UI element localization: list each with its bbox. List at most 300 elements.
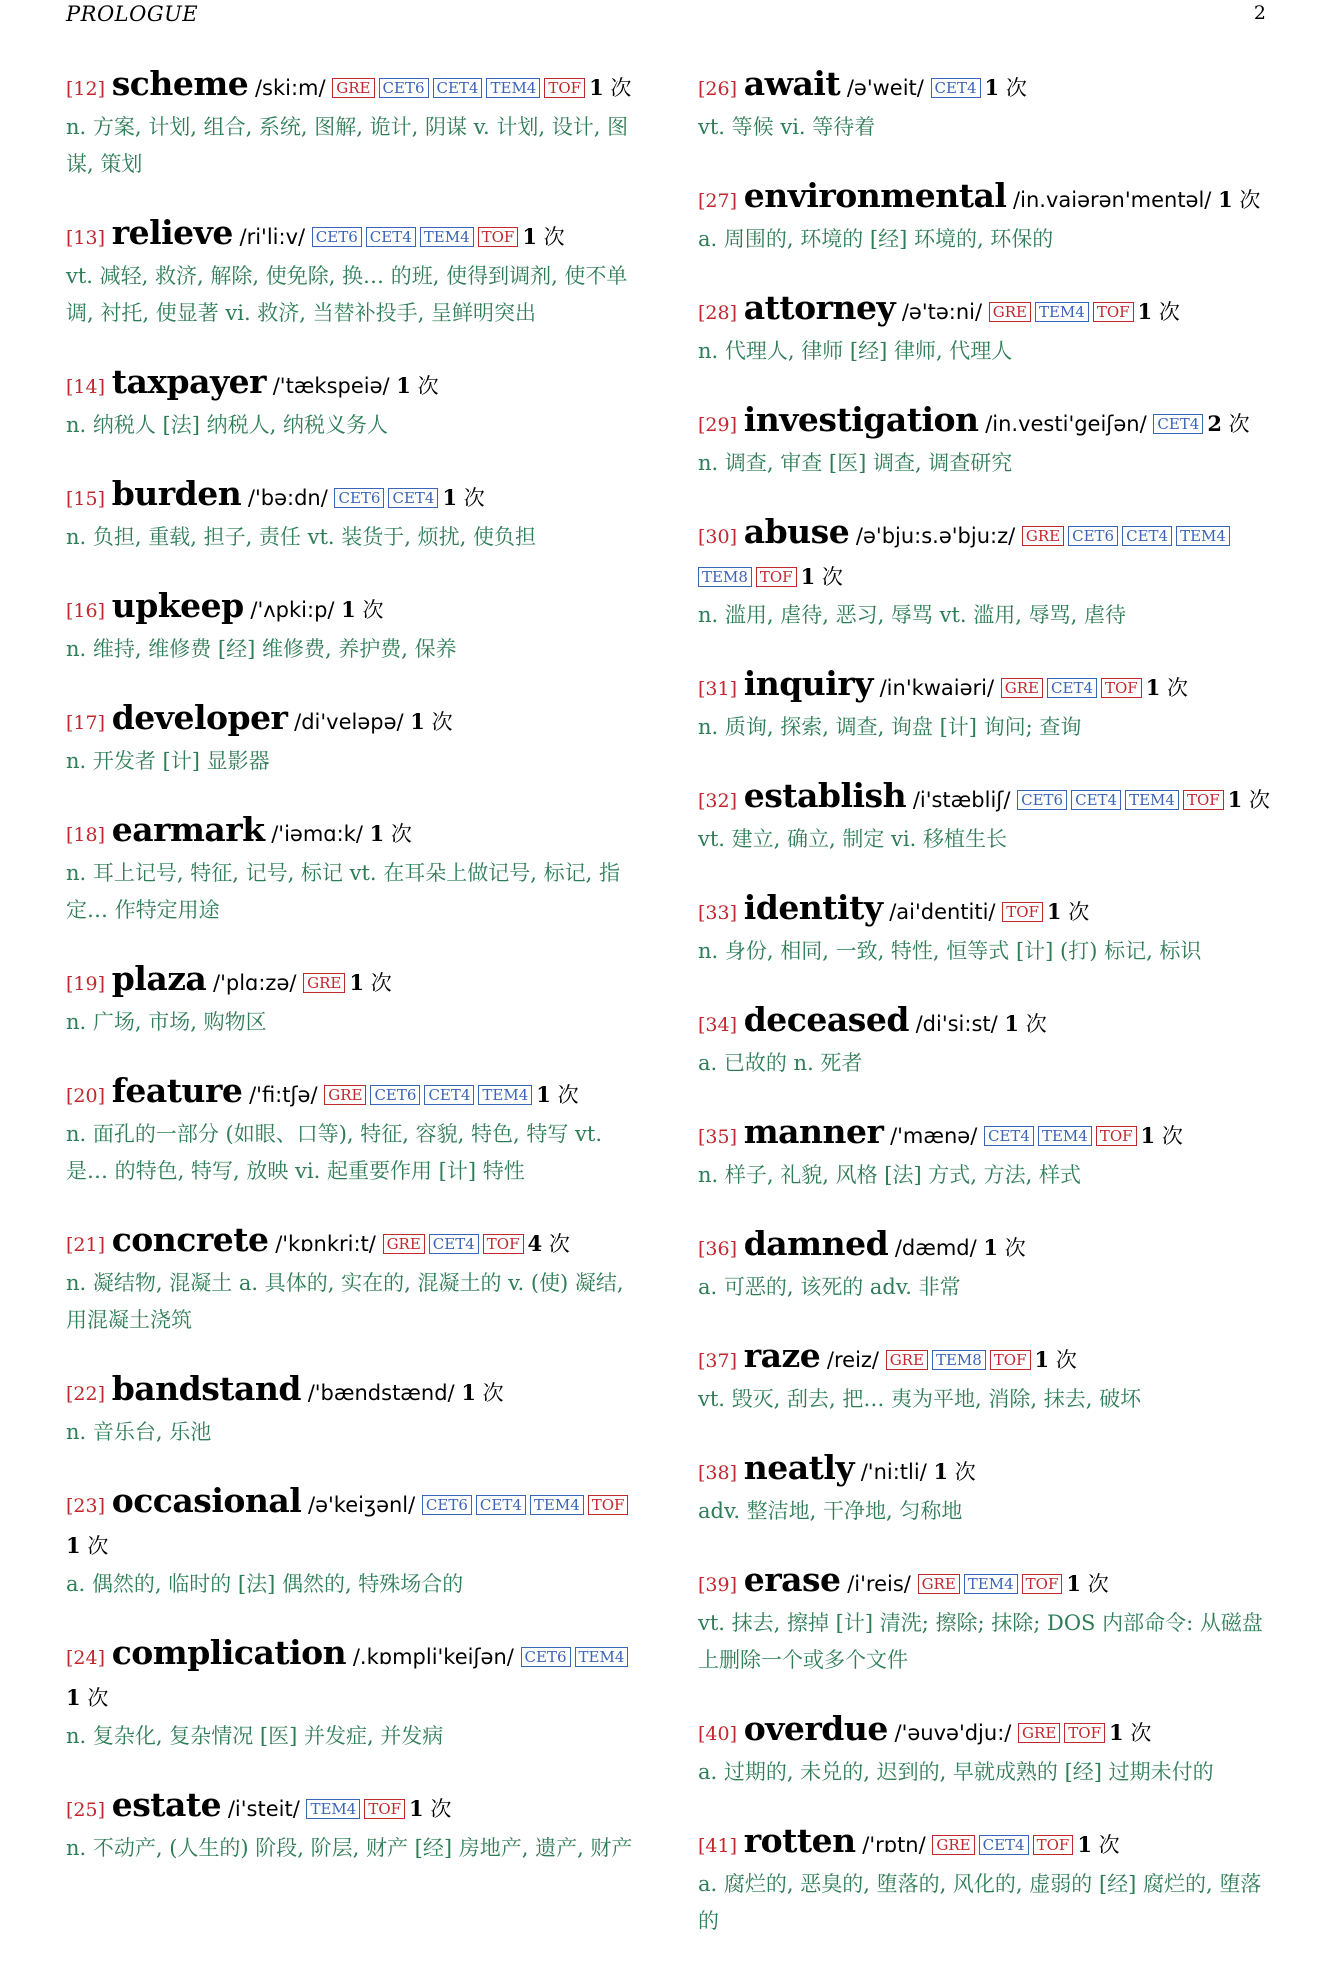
entry-number: [38] [698, 1462, 738, 1484]
vocab-entry [66, 810, 638, 929]
exam-tag-badge: TOF [1033, 1835, 1074, 1855]
definition: n. 维持, 维修费 [经] 维修费, 养护费, 保养 [66, 637, 457, 661]
entry-headline [66, 586, 638, 631]
entry-headline [698, 1224, 1278, 1269]
occurrence-unit: 次 [1025, 1012, 1047, 1036]
exam-tag-badge: TOF [1183, 790, 1224, 810]
occurrence-count: 1 [1140, 1123, 1156, 1148]
pronunciation: /ri'li:v/ [239, 225, 306, 249]
exam-tag-badge: CET4 [1071, 790, 1121, 810]
pronunciation: /'əuvə'dju:/ [894, 1721, 1012, 1745]
occurrence-unit: 次 [1158, 300, 1180, 324]
occurrence-unit: 次 [954, 1460, 976, 1484]
vocab-entry [698, 776, 1278, 858]
occurrence-unit: 次 [1161, 1124, 1183, 1148]
entry-number: [19] [66, 973, 106, 995]
definition: vt. 减轻, 救济, 解除, 使免除, 换… 的班, 使得到调剂, 使不单调, 衬托, 使显著 vi. 救济, 当替补投手, 呈鲜明突出 [66, 264, 628, 325]
headword: inquiry [743, 664, 873, 703]
headword: bandstand [111, 1369, 301, 1408]
exam-tag-badge: TEM8 [932, 1350, 986, 1370]
occurrence-unit: 次 [610, 76, 632, 100]
exam-tag-badge: TOF [990, 1350, 1031, 1370]
pronunciation: /i'reis/ [847, 1572, 911, 1596]
pronunciation: /in.vaiərən'mentəl/ [1013, 188, 1212, 212]
definition: a. 腐烂的, 恶臭的, 堕落的, 风化的, 虚弱的 [经] 腐烂的, 堕落的 [698, 1872, 1262, 1933]
headword: earmark [111, 810, 265, 849]
headword: abuse [743, 512, 850, 551]
headword: neatly [743, 1448, 855, 1487]
occurrence-unit: 次 [1068, 900, 1090, 924]
exam-tag-badge: TEM4 [486, 78, 540, 98]
entry-number: [32] [698, 790, 738, 812]
headword: plaza [111, 959, 207, 998]
exam-tag-badge: TOF [478, 227, 519, 247]
entry-headline [698, 1821, 1278, 1866]
definition: a. 可恶的, 该死的 adv. 非常 [698, 1275, 961, 1299]
entry-headline [698, 664, 1278, 709]
definition: n. 质询, 探索, 调查, 询盘 [计] 询问; 查询 [698, 715, 1082, 739]
exam-tag-badge: TOF [1101, 678, 1142, 698]
vocab-entry [698, 1448, 1278, 1530]
occurrence-count: 1 [410, 709, 425, 734]
definition: n. 复杂化, 复杂情况 [医] 并发症, 并发病 [66, 1724, 444, 1748]
occurrence-unit: 次 [430, 1797, 452, 1821]
exam-tag-badge: CET6 [370, 1085, 420, 1105]
occurrence-unit: 次 [1055, 1348, 1077, 1372]
entry-number: [25] [66, 1799, 106, 1821]
pronunciation: /'bə:dn/ [247, 486, 328, 510]
headword: deceased [743, 1000, 909, 1039]
exam-tag-badge: TEM4 [964, 1574, 1018, 1594]
occurrence-count: 1 [66, 1685, 81, 1710]
occurrence-count: 1 [1218, 187, 1233, 212]
exam-tag-badge: GRE [989, 302, 1031, 322]
definition: n. 方案, 计划, 组合, 系统, 图解, 诡计, 阴谋 v. 计划, 设计, 图谋, 策划 [66, 115, 629, 176]
occurrence-count: 1 [984, 75, 1000, 100]
definition: adv. 整洁地, 干净地, 匀称地 [698, 1499, 963, 1523]
entry-headline [66, 474, 638, 519]
occurrence-count: 1 [461, 1380, 476, 1405]
definition: a. 已故的 n. 死者 [698, 1051, 863, 1075]
definition: n. 面孔的一部分 (如眼、口等), 特征, 容貌, 特色, 特写 vt. 是… 的特色, 特写, 放映 vi. 起重要作用 [计] 特性 [66, 1122, 602, 1183]
vocab-entry [698, 1560, 1278, 1679]
entry-number: [13] [66, 227, 106, 249]
vocab-entry [66, 64, 638, 183]
exam-tag-badge: TEM4 [1038, 1126, 1092, 1146]
entry-headline [66, 1633, 638, 1718]
entry-headline [698, 64, 1278, 109]
occurrence-count: 1 [66, 1533, 81, 1558]
entry-number: [22] [66, 1383, 106, 1405]
entry-number: [18] [66, 824, 106, 846]
exam-tag-badge: TEM4 [1125, 790, 1179, 810]
vocab-entry [66, 362, 638, 444]
occurrence-unit: 次 [482, 1381, 504, 1405]
exam-tag-badge: TEM4 [478, 1085, 532, 1105]
headword: feature [111, 1071, 243, 1110]
definition: n. 滥用, 虐待, 恶习, 辱骂 vt. 滥用, 辱骂, 虐待 [698, 603, 1126, 627]
pronunciation: /reiz/ [826, 1348, 880, 1372]
entry-headline [66, 1481, 638, 1566]
vocab-entry [66, 1481, 638, 1603]
exam-tag-badge: CET6 [422, 1495, 472, 1515]
exam-tag-badge: CET6 [379, 78, 429, 98]
vocab-entry [66, 1369, 638, 1451]
headword: rotten [743, 1821, 856, 1860]
exam-tag-badge: CET4 [429, 1234, 479, 1254]
exam-tag-badge: TEM4 [306, 1799, 360, 1819]
right-column [698, 64, 1278, 1970]
vocab-entry [698, 1224, 1278, 1306]
exam-tag-badge: TOF [756, 567, 797, 587]
entry-headline [698, 400, 1278, 445]
entry-headline [66, 362, 638, 407]
exam-tag-badge: TOF [588, 1495, 629, 1515]
occurrence-count: 1 [589, 75, 604, 100]
exam-tag-badge: GRE [1022, 526, 1064, 546]
pronunciation: /dæmd/ [894, 1236, 977, 1260]
pronunciation: /ski:m/ [254, 76, 326, 100]
occurrence-unit: 次 [557, 1083, 579, 1107]
occurrence-unit: 次 [370, 971, 392, 995]
entry-headline [698, 288, 1278, 333]
pronunciation: /ə'tə:ni/ [901, 300, 983, 324]
occurrence-count: 1 [409, 1796, 424, 1821]
headword: investigation [743, 400, 979, 439]
entry-number: [35] [698, 1126, 738, 1148]
headword: establish [743, 776, 907, 815]
exam-tag-badge: TEM4 [530, 1495, 584, 1515]
headword: damned [743, 1224, 889, 1263]
exam-tag-badge: CET4 [984, 1126, 1034, 1146]
entry-headline [698, 1560, 1278, 1605]
occurrence-count: 1 [983, 1235, 999, 1260]
occurrence-count: 1 [1077, 1832, 1092, 1857]
pronunciation: /.kɒmpli'keiʃən/ [352, 1645, 514, 1669]
entry-number: [20] [66, 1085, 106, 1107]
entry-headline [698, 1336, 1278, 1381]
vocab-entry [698, 512, 1278, 634]
definition: n. 身份, 相同, 一致, 特性, 恒等式 [计] (打) 标记, 标识 [698, 939, 1202, 963]
entry-number: [40] [698, 1723, 738, 1745]
occurrence-count: 1 [369, 821, 385, 846]
entry-number: [15] [66, 488, 106, 510]
exam-tag-badge: CET4 [1153, 414, 1203, 434]
definition: a. 过期的, 未兑的, 迟到的, 早就成熟的 [经] 过期未付的 [698, 1760, 1214, 1784]
vocab-entry [66, 698, 638, 780]
pronunciation: /'fi:tʃə/ [249, 1083, 318, 1107]
entry-number: [37] [698, 1350, 738, 1372]
pronunciation: /'rɒtn/ [862, 1833, 926, 1857]
entry-headline [66, 698, 638, 743]
entry-number: [36] [698, 1238, 738, 1260]
occurrence-unit: 次 [1167, 676, 1189, 700]
exam-tag-badge: CET6 [334, 488, 384, 508]
occurrence-unit: 次 [543, 225, 565, 249]
definition: n. 广场, 市场, 购物区 [66, 1010, 267, 1034]
entry-headline [698, 1000, 1278, 1045]
occurrence-unit: 次 [390, 822, 412, 846]
headword: await [743, 64, 841, 103]
exam-tag-badge: TOF [1064, 1723, 1105, 1743]
exam-tag-badge: CET4 [1047, 678, 1097, 698]
entry-number: [29] [698, 414, 738, 436]
entry-headline [698, 1709, 1278, 1754]
entry-number: [30] [698, 526, 738, 548]
occurrence-count: 1 [933, 1459, 949, 1484]
exam-tag-badge: CET4 [366, 227, 416, 247]
entry-number: [23] [66, 1495, 106, 1517]
entry-number: [39] [698, 1574, 738, 1596]
exam-tag-badge: CET4 [476, 1495, 526, 1515]
occurrence-count: 2 [1207, 411, 1222, 436]
vocab-entry [66, 586, 638, 668]
pronunciation: /i'steit/ [227, 1797, 300, 1821]
occurrence-unit: 次 [362, 598, 384, 622]
definition: a. 周围的, 环境的 [经] 环境的, 环保的 [698, 227, 1054, 251]
occurrence-count: 1 [522, 224, 537, 249]
exam-tag-badge: CET4 [1122, 526, 1172, 546]
exam-tag-badge: GRE [1001, 678, 1043, 698]
entry-number: [24] [66, 1647, 106, 1669]
definition: n. 耳上记号, 特征, 记号, 标记 vt. 在耳朵上做记号, 标记, 指定… 作特定用途 [66, 861, 620, 922]
entry-headline [698, 888, 1278, 933]
entry-headline [66, 1369, 638, 1414]
exam-tag-badge: GRE [303, 973, 345, 993]
entry-headline [698, 176, 1278, 221]
definition: a. 偶然的, 临时的 [法] 偶然的, 特殊场合的 [66, 1572, 464, 1596]
headword: scheme [111, 64, 249, 103]
occurrence-unit: 次 [463, 486, 485, 510]
entry-headline [66, 1220, 638, 1265]
entry-headline [66, 1785, 638, 1830]
headword: manner [743, 1112, 884, 1151]
occurrence-count: 4 [527, 1231, 543, 1256]
occurrence-unit: 次 [1248, 788, 1270, 812]
pronunciation: /'bændstænd/ [307, 1381, 455, 1405]
entry-number: [33] [698, 902, 738, 924]
exam-tag-badge: TOF [1093, 302, 1134, 322]
definition: n. 样子, 礼貌, 风格 [法] 方式, 方法, 样式 [698, 1163, 1082, 1187]
occurrence-unit: 次 [431, 710, 453, 734]
exam-tag-badge: CET4 [424, 1085, 474, 1105]
occurrence-unit: 次 [821, 565, 843, 589]
entry-number: [28] [698, 302, 738, 324]
pronunciation: /ai'dentiti/ [889, 900, 996, 924]
definition: n. 音乐台, 乐池 [66, 1420, 212, 1444]
vocab-entry [66, 1633, 638, 1755]
occurrence-unit: 次 [1004, 1236, 1026, 1260]
vocab-entry [66, 1071, 638, 1190]
exam-tag-badge: CET6 [521, 1647, 571, 1667]
occurrence-unit: 次 [1130, 1721, 1152, 1745]
vocab-entry [66, 213, 638, 332]
exam-tag-badge: TEM4 [1035, 302, 1089, 322]
entry-number: [21] [66, 1234, 106, 1256]
exam-tag-badge: TOF [483, 1234, 524, 1254]
vocab-entry [698, 176, 1278, 258]
entry-headline [698, 512, 1278, 597]
exam-tag-badge: TEM4 [420, 227, 474, 247]
exam-tag-badge: CET6 [1068, 526, 1118, 546]
occurrence-unit: 次 [1098, 1833, 1120, 1857]
headword: environmental [743, 176, 1007, 215]
entry-headline [66, 213, 638, 258]
entry-number: [12] [66, 78, 106, 100]
entry-headline [66, 810, 638, 855]
definition: n. 凝结物, 混凝土 a. 具体的, 实在的, 混凝土的 v. (使) 凝结, 用混凝土浇筑 [66, 1271, 624, 1332]
exam-tag-badge: GRE [383, 1234, 425, 1254]
definition: n. 代理人, 律师 [经] 律师, 代理人 [698, 339, 1013, 363]
pronunciation: /ə'weit/ [846, 76, 924, 100]
occurrence-unit: 次 [548, 1232, 570, 1256]
exam-tag-badge: CET4 [979, 1835, 1029, 1855]
entry-headline [698, 1112, 1278, 1157]
occurrence-count: 1 [1004, 1011, 1020, 1036]
headword: attorney [743, 288, 896, 327]
definition: n. 开发者 [计] 显影器 [66, 749, 270, 773]
vocab-entry [698, 1336, 1278, 1418]
pronunciation: /'kɒnkri:t/ [275, 1232, 376, 1256]
page-number: 2 [1253, 2, 1266, 24]
entry-number: [41] [698, 1835, 738, 1857]
definition: vt. 建立, 确立, 制定 vi. 移植生长 [698, 827, 1007, 851]
pronunciation: /ə'bju:s.ə'bju:z/ [855, 524, 1016, 548]
occurrence-count: 1 [536, 1082, 551, 1107]
occurrence-count: 1 [1046, 899, 1062, 924]
occurrence-unit: 次 [1005, 76, 1027, 100]
pronunciation: /'mænə/ [890, 1124, 978, 1148]
entry-headline [66, 64, 638, 109]
pronunciation: /'iəmɑ:k/ [271, 822, 363, 846]
occurrence-unit: 次 [1239, 188, 1261, 212]
exam-tag-badge: GRE [918, 1574, 960, 1594]
vocab-entry [698, 1709, 1278, 1791]
pronunciation: /'ni:tli/ [860, 1460, 927, 1484]
pronunciation: /'plɑ:zə/ [213, 971, 297, 995]
exam-tag-badge: CET6 [1017, 790, 1067, 810]
headword: raze [743, 1336, 821, 1375]
vocab-entry [698, 664, 1278, 746]
occurrence-count: 1 [1109, 1720, 1124, 1745]
entry-headline [66, 959, 638, 1004]
entry-headline [698, 776, 1278, 821]
exam-tag-badge: GRE [332, 78, 374, 98]
exam-tag-badge: TOF [1022, 1574, 1063, 1594]
entry-number: [16] [66, 600, 106, 622]
vocab-entry [698, 1821, 1278, 1940]
vocab-entry [698, 400, 1278, 482]
pronunciation: /di'veləpə/ [294, 710, 404, 734]
definition: vt. 抹去, 擦掉 [计] 清洗; 擦除; 抹除; DOS 内部命令: 从磁盘上删除一个或多个文件 [698, 1611, 1263, 1672]
pronunciation: /ə'keiʒənl/ [308, 1493, 416, 1517]
headword: burden [111, 474, 242, 513]
pronunciation: /i'stæbliʃ/ [912, 788, 1011, 812]
definition: vt. 毁灭, 刮去, 把… 夷为平地, 消除, 抹去, 破坏 [698, 1387, 1142, 1411]
occurrence-count: 1 [349, 970, 364, 995]
entry-number: [26] [698, 78, 738, 100]
headword: identity [743, 888, 883, 927]
pronunciation: /in.vesti'geiʃən/ [985, 412, 1147, 436]
occurrence-count: 1 [1034, 1347, 1050, 1372]
headword: overdue [743, 1709, 888, 1748]
headword: concrete [111, 1220, 269, 1259]
entry-number: [17] [66, 712, 106, 734]
exam-tag-badge: CET4 [388, 488, 438, 508]
exam-tag-badge: CET6 [312, 227, 362, 247]
occurrence-count: 1 [800, 564, 816, 589]
exam-tag-badge: TEM4 [575, 1647, 629, 1667]
exam-tag-badge: TEM8 [698, 567, 752, 587]
entry-headline [66, 1071, 638, 1116]
vocab-entry [66, 959, 638, 1041]
headword: relieve [111, 213, 233, 252]
entry-number: [31] [698, 678, 738, 700]
headword: taxpayer [111, 362, 267, 401]
definition: n. 不动产, (人生的) 阶段, 阶层, 财产 [经] 房地产, 遗产, 财产 [66, 1836, 633, 1860]
left-column [66, 64, 638, 1897]
vocab-entry [698, 1000, 1278, 1082]
occurrence-count: 1 [1227, 787, 1243, 812]
occurrence-count: 1 [1145, 675, 1161, 700]
exam-tag-badge: TEM4 [1176, 526, 1230, 546]
definition: vt. 等候 vi. 等待着 [698, 115, 876, 139]
running-header: PROLOGUE [66, 2, 199, 26]
exam-tag-badge: TOF [1002, 902, 1043, 922]
vocab-entry [698, 288, 1278, 370]
occurrence-count: 1 [1066, 1571, 1081, 1596]
headword: occasional [111, 1481, 302, 1520]
headword: developer [111, 698, 288, 737]
definition: n. 调查, 审查 [医] 调查, 调查研究 [698, 451, 1013, 475]
entry-number: [14] [66, 376, 106, 398]
occurrence-count: 1 [396, 373, 411, 398]
exam-tag-badge: TOF [1096, 1126, 1137, 1146]
vocab-entry [698, 1112, 1278, 1194]
occurrence-unit: 次 [87, 1534, 109, 1558]
entry-number: [27] [698, 190, 738, 212]
vocab-entry [698, 64, 1278, 146]
exam-tag-badge: TOF [364, 1799, 405, 1819]
occurrence-count: 1 [1137, 299, 1153, 324]
exam-tag-badge: GRE [886, 1350, 928, 1370]
headword: erase [743, 1560, 841, 1599]
pronunciation: /in'kwaiəri/ [879, 676, 995, 700]
entry-number: [34] [698, 1014, 738, 1036]
headword: complication [111, 1633, 347, 1672]
pronunciation: /'ʌpki:p/ [250, 598, 335, 622]
vocab-entry [698, 888, 1278, 970]
vocab-entry [66, 474, 638, 556]
entry-headline [698, 1448, 1278, 1493]
occurrence-unit: 次 [1087, 1572, 1109, 1596]
pronunciation: /'tækspeiə/ [272, 374, 390, 398]
vocab-entry [66, 1220, 638, 1339]
exam-tag-badge: CET4 [433, 78, 483, 98]
exam-tag-badge: GRE [932, 1835, 974, 1855]
vocab-entry [66, 1785, 638, 1867]
occurrence-unit: 次 [417, 374, 439, 398]
exam-tag-badge: TOF [544, 78, 585, 98]
definition: n. 纳税人 [法] 纳税人, 纳税义务人 [66, 413, 388, 437]
exam-tag-badge: CET4 [931, 78, 981, 98]
definition: n. 负担, 重载, 担子, 责任 vt. 装货于, 烦扰, 使负担 [66, 525, 536, 549]
exam-tag-badge: GRE [1018, 1723, 1060, 1743]
occurrence-unit: 次 [1228, 412, 1250, 436]
pronunciation: /di'si:st/ [915, 1012, 998, 1036]
headword: estate [111, 1785, 222, 1824]
occurrence-count: 1 [341, 597, 356, 622]
